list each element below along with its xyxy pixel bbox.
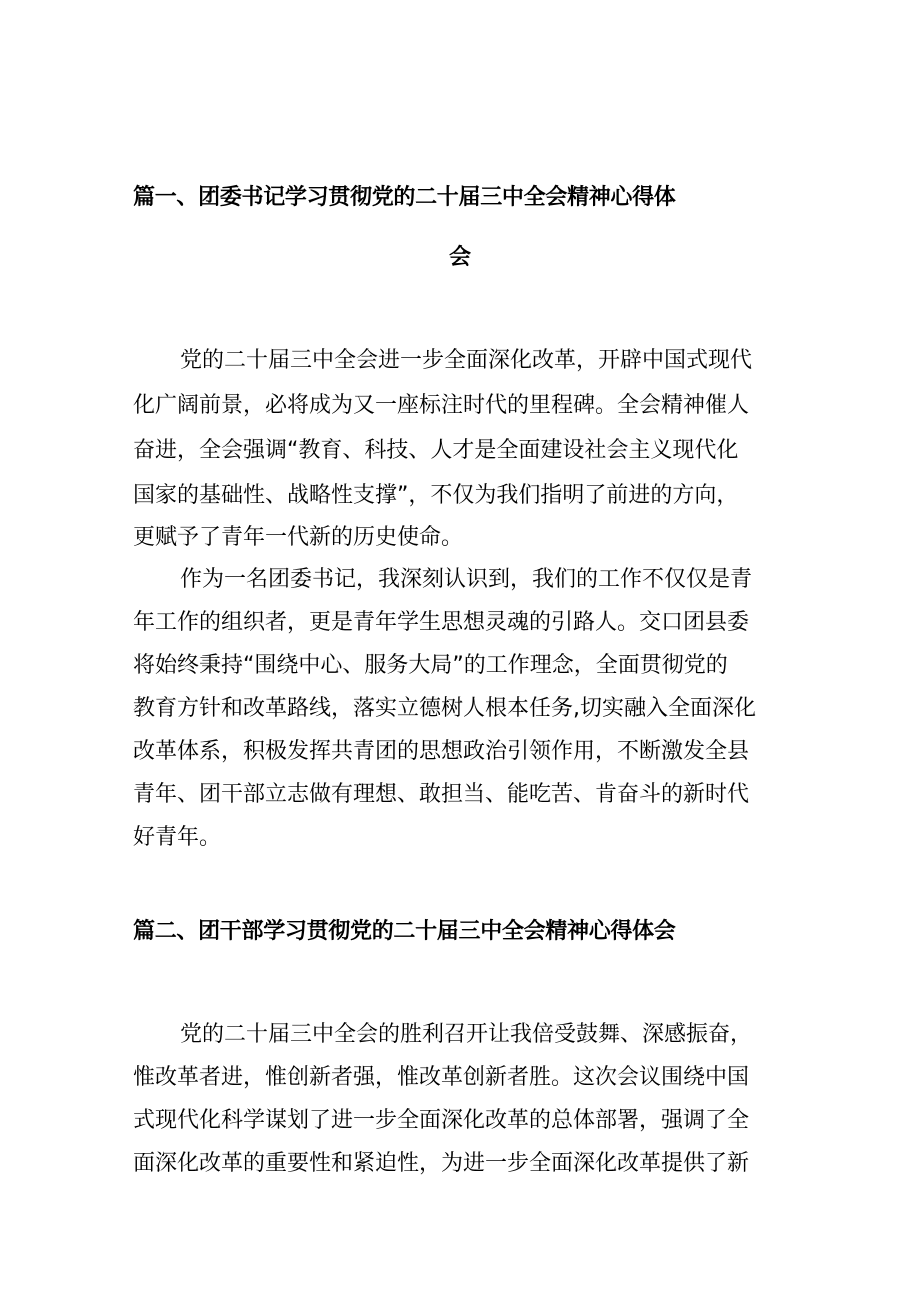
s2-p1-line: 党的二十届三中全会的胜利召开让我倍受鼓舞、深感振奋，	[180, 1022, 753, 1047]
s1-p1-line: 国家的基础性、战略性支撑”，不仅为我们指明了前进的方向，	[133, 483, 739, 508]
s1-p2-line: 改革体系，积极发挥共青团的思想政治引领作用，不断激发全县	[133, 739, 750, 764]
s1-p1-line: 化广阔前景，必将成为又一座标注时代的里程碑。全会精神催人	[133, 393, 750, 418]
s1-p1-line: 党的二十届三中全会进一步全面深化改革，开辟中国式现代	[180, 348, 753, 373]
section1-title-line1: 篇一、团委书记学习贯彻党的二十届三中全会精神心得体	[133, 185, 676, 210]
s1-p1-line: 更赋予了青年一代新的历史使命。	[133, 525, 464, 550]
s2-p1-line: 式现代化科学谋划了进一步全面深化改革的总体部署，强调了全	[133, 1108, 750, 1133]
s1-p2-line: 作为一名团委书记，我深刻认识到，我们的工作不仅仅是青	[180, 567, 753, 592]
section2-title: 篇二、团干部学习贯彻党的二十届三中全会精神心得体会	[133, 919, 676, 944]
s1-p2-line: 青年、团干部立志做有理想、敢担当、能吃苦、肯奋斗的新时代	[133, 782, 750, 807]
s1-p2-line: 年工作的组织者，更是青年学生思想灵魂的引路人。交口团县委	[133, 610, 750, 635]
s2-p1-line: 面深化改革的重要性和紧迫性，为进一步全面深化改革提供了新	[133, 1151, 750, 1176]
s1-p2-line: 好青年。	[133, 825, 222, 850]
s2-p1-line: 惟改革者进，惟创新者强，惟改革创新者胜。这次会议围绕中国	[133, 1065, 750, 1090]
s1-p2-line: 教育方针和改革路线，落实立德树人根本任务,切实融入全面深化	[133, 696, 756, 721]
s1-p2-line: 将始终秉持“围绕中心、服务大局”的工作理念，全面贯彻党的	[133, 653, 728, 678]
s1-p1-line: 奋进，全会强调“教育、科技、人才是全面建设社会主义现代化	[133, 438, 739, 463]
section1-title-line2: 会	[448, 245, 471, 270]
